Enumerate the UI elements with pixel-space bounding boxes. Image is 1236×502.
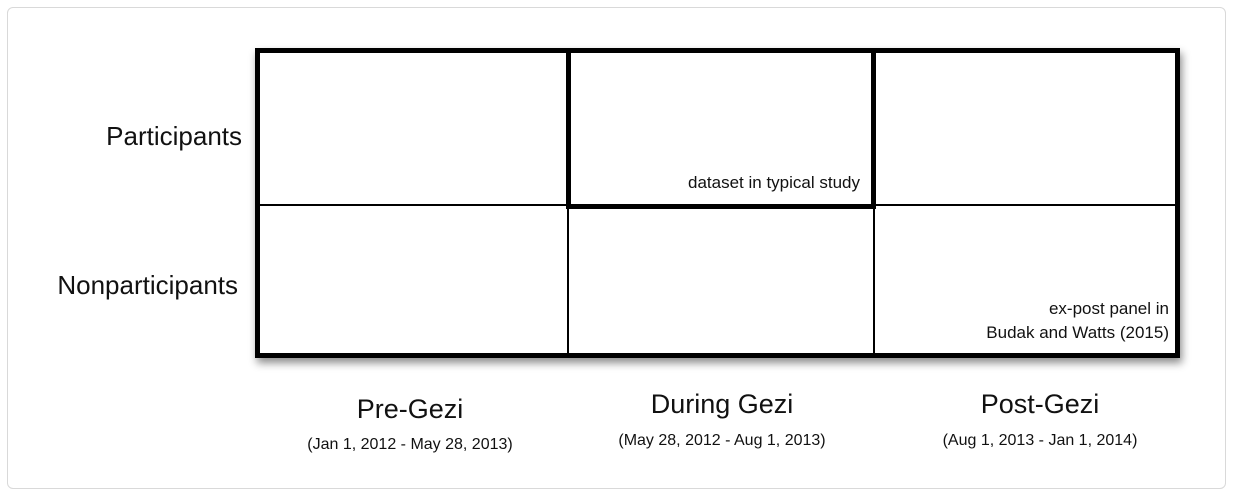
column-dates-post-gezi: (Aug 1, 2013 - Jan 1, 2014) bbox=[942, 432, 1138, 449]
ex-post-panel-note-line1: ex-post panel in bbox=[1048, 299, 1169, 318]
column-dates-pre-gezi: (Jan 1, 2012 - May 28, 2013) bbox=[307, 436, 513, 453]
ex-post-panel-note bbox=[986, 297, 1169, 345]
typical-study-note: dataset in typical study bbox=[688, 173, 860, 192]
ex-post-panel-note-line2: Budak and Watts (2015) bbox=[986, 323, 1169, 342]
column-title-post-gezi: Post-Gezi bbox=[980, 389, 1100, 419]
column-title-pre-gezi: Pre-Gezi bbox=[356, 394, 464, 424]
study-design-grid bbox=[255, 48, 1180, 358]
column-dates-during-gezi: (May 28, 2012 - Aug 1, 2013) bbox=[618, 432, 826, 449]
row-label-nonparticipants: Nonparticipants bbox=[57, 270, 238, 300]
row-label-participants: Participants bbox=[106, 121, 242, 151]
column-title-during-gezi: During Gezi bbox=[650, 389, 794, 419]
